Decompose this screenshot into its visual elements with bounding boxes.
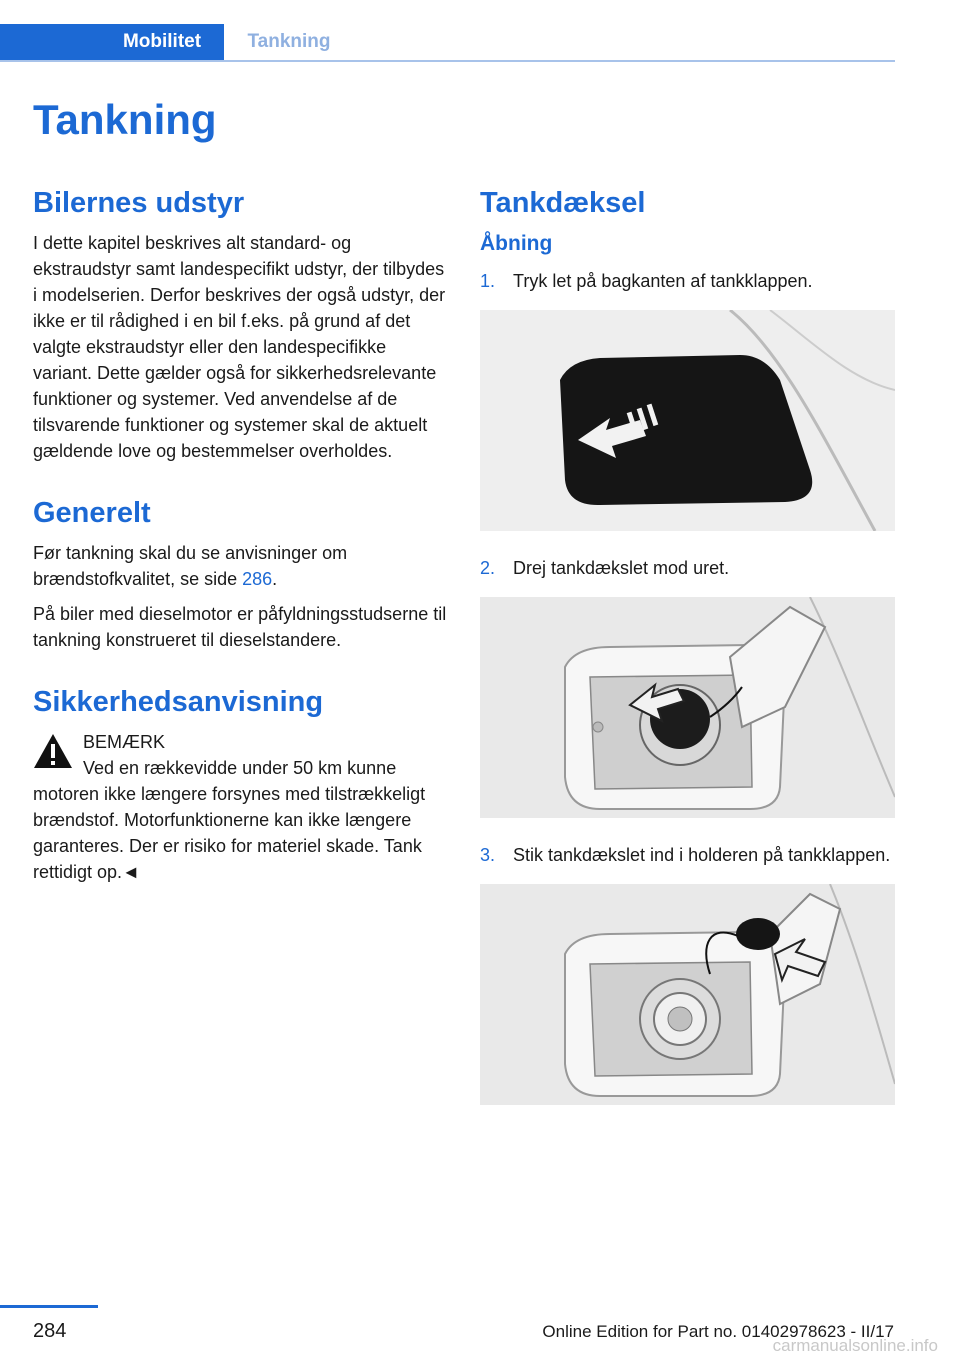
left-column xyxy=(33,184,449,915)
step-number: 3. xyxy=(480,845,496,865)
section-safety xyxy=(33,683,449,885)
opening-subheading: Åbning xyxy=(480,232,553,255)
figure-press-flap xyxy=(480,310,895,531)
chapter-tabbar xyxy=(0,24,895,62)
warning-box xyxy=(33,729,449,885)
warning-triangle-icon xyxy=(33,733,73,769)
general-text-fuel-b: . xyxy=(272,569,278,589)
warning-label: BEMÆRK xyxy=(83,732,166,752)
section-equipment xyxy=(33,184,449,464)
right-column xyxy=(480,184,895,1129)
figure-cap-holder xyxy=(480,884,895,1105)
step-number: 1. xyxy=(480,271,496,291)
fuel-cap-heading: Tankdæksel xyxy=(480,187,646,219)
general-text-fuel-a: Før tankning skal du se anvisninger om brændstofkvalitet, se side xyxy=(33,543,348,589)
general-text-fuel xyxy=(33,540,449,592)
page-reference-link[interactable]: 286 xyxy=(242,569,273,589)
watermark: carmanualsonline.info xyxy=(772,1336,938,1355)
step-text: Stik tankdækslet ind i holderen på tankklappen. xyxy=(513,845,891,865)
step-text: Drej tankdækslet mod uret. xyxy=(513,558,730,578)
equipment-heading: Bilernes udstyr xyxy=(33,187,245,219)
safety-heading: Sikkerhedsanvisning xyxy=(33,686,324,718)
step-2 xyxy=(480,555,895,581)
footer-rule xyxy=(0,1305,98,1308)
step-text: Tryk let på bagkanten af tankklappen. xyxy=(513,271,813,291)
general-text-diesel: På biler med dieselmotor er påfyldningsstudserne til tankning konstrueret til dieselstandere. xyxy=(33,604,447,650)
step-1 xyxy=(480,268,895,294)
general-heading: Generelt xyxy=(33,497,151,529)
warning-text: Ved en rækkevidde under 50 km kunne motoren ikke længere forsynes med tilstrækkeligt brændstof. Motorfunktionerne kan ikke længere garanteres. Der er risiko for materiel skade. Tank rettidigt op.◄ xyxy=(33,758,426,882)
figure-turn-cap xyxy=(480,597,895,818)
step-number: 2. xyxy=(480,558,496,578)
page-number: 284 xyxy=(33,1320,67,1342)
tab-divider xyxy=(0,60,895,62)
equipment-text: I dette kapitel beskrives alt standard- og ekstraudstyr samt landespecifikt udstyr, der tilbydes i modelserien. Derfor beskrives der også udstyr, der ikke er til rådighed i en bil f.eks. på grund af det valgte ekstraudstyr eller den landespecifikke variant. Dette gælder også for sikkerhedsrelevante funktioner og systemer. Ved anvendelse af de tilsvarende funktioner og systemer skal de aktuelt gældende love og bestemmelser overholdes. xyxy=(33,233,446,461)
tab-mobilitet[interactable]: Mobilitet xyxy=(100,24,224,60)
step-3 xyxy=(480,842,895,868)
section-general xyxy=(33,494,449,653)
edition-note: Online Edition for Part no. 01402978623 - II/17 xyxy=(542,1322,894,1341)
tab-tankning[interactable]: Tankning xyxy=(247,31,331,52)
tab-spacer xyxy=(0,24,100,60)
page-title: Tankning xyxy=(33,96,217,143)
